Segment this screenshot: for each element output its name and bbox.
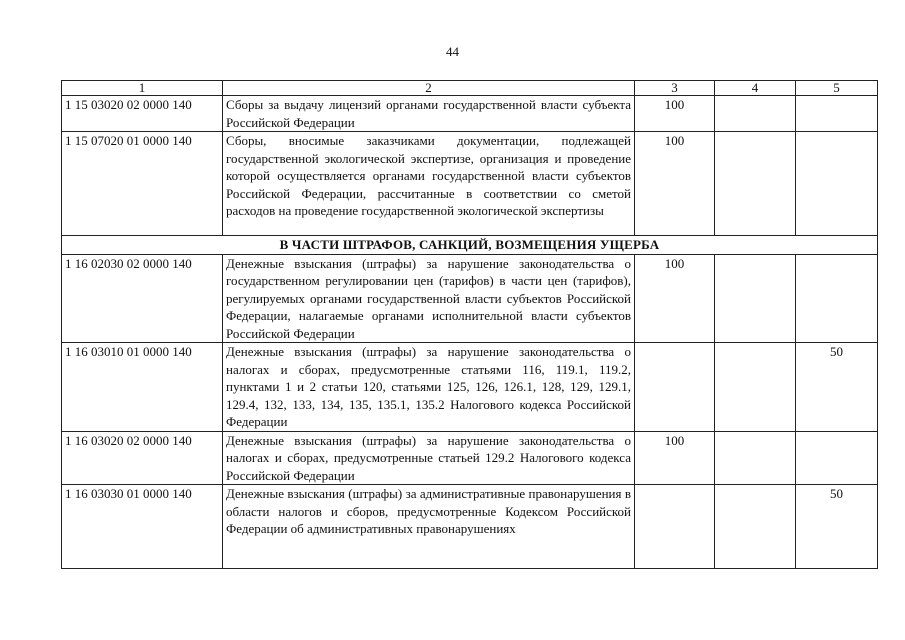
value-col3 <box>635 485 715 569</box>
value-col4 <box>715 132 796 236</box>
income-description: Денежные взыскания (штрафы) за нарушение законодательства о налогах и сборах, предусмотренные статьями 116, 119.1, 119.2, пунктами 1 и 2 статьи 120, статьями 125, 126, 126.1, 128, 129, 129.1, 129.4, 132, 133, 134, 135, 135.1, 135.2 Налогового кодекса Российской Федерации <box>223 343 635 432</box>
value-col4 <box>715 254 796 343</box>
value-col5 <box>796 431 878 485</box>
table-row <box>62 431 878 485</box>
value-col3 <box>635 343 715 432</box>
column-header: 3 <box>635 81 715 96</box>
column-header: 1 <box>62 81 223 96</box>
value-col5 <box>796 96 878 132</box>
value-col4 <box>715 431 796 485</box>
budget-code: 1 16 03010 01 0000 140 <box>62 343 223 432</box>
column-header: 4 <box>715 81 796 96</box>
income-description: Денежные взыскания (штрафы) за нарушение законодательства о налогах и сборах, предусмотренные статьей 129.2 Налогового кодекса Российской Федерации <box>223 431 635 485</box>
value-col5 <box>796 254 878 343</box>
budget-code: 1 16 02030 02 0000 140 <box>62 254 223 343</box>
budget-code: 1 15 07020 01 0000 140 <box>62 132 223 236</box>
income-description: Сборы, вносимые заказчиками документации, подлежащей государственной экологической экспертизе, организация и проведение которой осуществляется органами государственной власти субъектов Российской Федерации, рассчитанные в соответствии со сметой расходов на проведение государственной экологической экспертизы <box>223 132 635 236</box>
value-col3: 100 <box>635 254 715 343</box>
value-col3: 100 <box>635 132 715 236</box>
value-col4 <box>715 96 796 132</box>
revenue-table <box>61 80 878 569</box>
income-description: Денежные взыскания (штрафы) за административные правонарушения в области налогов и сборов, предусмотренные Кодексом Российской Федерации об административных правонарушениях <box>223 485 635 569</box>
table-row <box>62 254 878 343</box>
budget-code: 1 15 03020 02 0000 140 <box>62 96 223 132</box>
page-number: 44 <box>446 44 459 59</box>
section-row <box>62 236 878 255</box>
section-title: В ЧАСТИ ШТРАФОВ, САНКЦИЙ, ВОЗМЕЩЕНИЯ УЩЕРБА <box>62 236 878 255</box>
table-row <box>62 132 878 236</box>
column-header: 2 <box>223 81 635 96</box>
income-description: Денежные взыскания (штрафы) за нарушение законодательства о государственном регулировании цен (тарифов) в части цен (тарифов), регулируемых органами государственной власти субъектов Российской Федерации, налагаемые органами исполнительной власти субъектов Российской Федерации <box>223 254 635 343</box>
budget-code: 1 16 03020 02 0000 140 <box>62 431 223 485</box>
budget-code: 1 16 03030 01 0000 140 <box>62 485 223 569</box>
value-col4 <box>715 343 796 432</box>
table-row <box>62 96 878 132</box>
value-col5: 50 <box>796 343 878 432</box>
value-col4 <box>715 485 796 569</box>
value-col5: 50 <box>796 485 878 569</box>
table-row <box>62 343 878 432</box>
value-col3: 100 <box>635 96 715 132</box>
header-row <box>62 81 878 96</box>
value-col3: 100 <box>635 431 715 485</box>
value-col5 <box>796 132 878 236</box>
income-description: Сборы за выдачу лицензий органами государственной власти субъекта Российской Федерации <box>223 96 635 132</box>
column-header: 5 <box>796 81 878 96</box>
table-row <box>62 485 878 569</box>
